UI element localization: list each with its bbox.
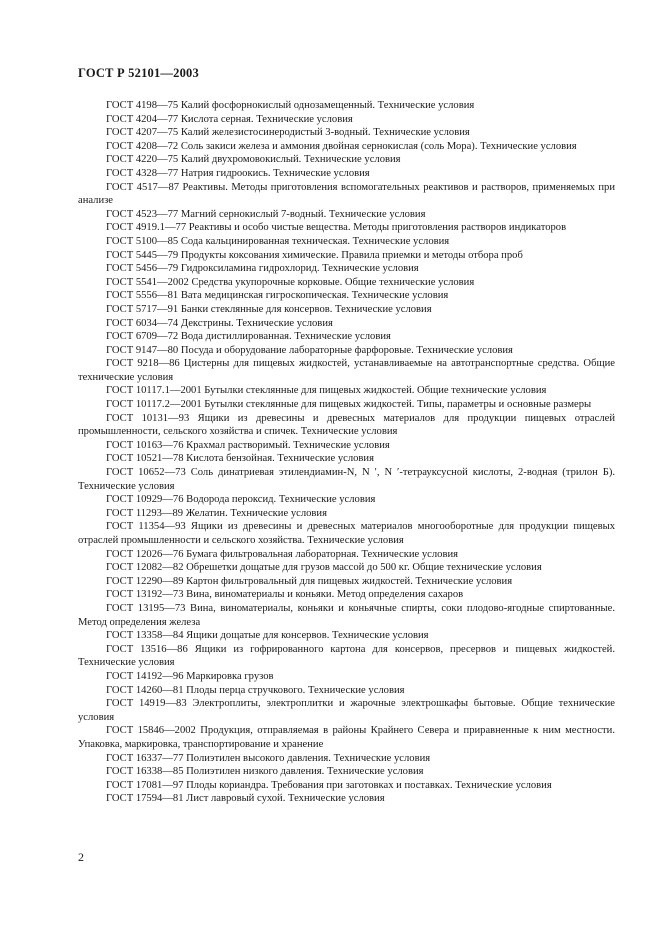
reference-entry: ГОСТ 5556—81 Вата медицинская гигроскопическая. Технические условия	[106, 290, 449, 302]
reference-entry: ГОСТ 6709—72 Вода дистиллированная. Технические условия	[106, 331, 391, 343]
reference-entry: ГОСТ 10117.1—2001 Бутылки стеклянные для пищевых жидкостей. Общие технические условия	[106, 385, 547, 397]
reference-entry: ГОСТ 4207—75 Калий железистосинеродистый 3-водный. Технические условия	[106, 127, 470, 139]
reference-entry: ГОСТ 4328—77 Натрия гидроокись. Технические условия	[106, 167, 370, 179]
reference-entry: ГОСТ 9218—86 Цистерны для пищевых жидкостей, устанавливаемые на автотранспортные средства. Общие технические условия	[78, 358, 615, 383]
reference-entry: ГОСТ 16337—77 Полиэтилен высокого давления. Технические условия	[106, 752, 431, 764]
page-number: 2	[78, 850, 84, 864]
reference-entry: ГОСТ 4220—75 Калий двухромовокислый. Технические условия	[106, 154, 401, 166]
reference-entry: ГОСТ 4919.1—77 Реактивы и особо чистые вещества. Методы приготовления растворов индикаторов	[106, 222, 567, 234]
reference-entry: ГОСТ 14192—96 Маркировка грузов	[106, 670, 274, 682]
reference-entry: ГОСТ 11354—93 Ящики из древесины и древесных материалов многооборотные для продукции пищевых отраслей промышленности и сельского хозяйства. Технические условия	[78, 521, 615, 546]
reference-entry: ГОСТ 10521—78 Кислота бензойная. Технические условия	[106, 453, 374, 465]
reference-entry: ГОСТ 12026—76 Бумага фильтровальная лабораторная. Технические условия	[106, 548, 458, 560]
reference-entry: ГОСТ 5445—79 Продукты коксования химические. Правила приемки и методы отбора проб	[106, 249, 523, 261]
reference-entry: ГОСТ 4198—75 Калий фосфорнокислый однозамещенный. Технические условия	[106, 100, 475, 111]
reference-entry: ГОСТ 4517—87 Реактивы. Методы приготовления вспомогательных реактивов и растворов, применяемых при анализе	[78, 181, 615, 207]
reference-entry: ГОСТ 13358—84 Ящики дощатые для консервов. Технические условия	[106, 630, 429, 642]
standards-reference-list	[78, 99, 615, 806]
reference-entry: ГОСТ 4204—77 Кислота серная. Технические условия	[106, 113, 353, 125]
reference-entry: ГОСТ 5456—79 Гидроксиламина гидрохлорид. Технические условия	[106, 263, 419, 275]
reference-entry: ГОСТ 17081—97 Плоды кориандра. Требования при заготовках и поставках. Технические условия	[106, 779, 552, 791]
reference-entry: ГОСТ 5541—2002 Средства укупорочные корковые. Общие технические условия	[106, 276, 475, 288]
reference-entry: ГОСТ 14260—81 Плоды перца стручкового. Технические условия	[106, 684, 405, 696]
reference-entry: ГОСТ 5100—85 Сода кальцинированная техническая. Технические условия	[106, 235, 450, 247]
reference-entry: ГОСТ 13195—73 Вина, виноматериалы, коньяки и коньячные спирты, соки плодово-ягодные спиртованные. Метод определения железа	[78, 602, 615, 628]
reference-entry: ГОСТ 10163—76 Крахмал растворимый. Технические условия	[106, 439, 390, 451]
reference-entry: ГОСТ 12290—89 Картон фильтровальный для пищевых жидкостей. Технические условия	[106, 575, 513, 587]
reference-entry: ГОСТ 5717—91 Банки стеклянные для консервов. Технические условия	[106, 303, 432, 315]
reference-entry: ГОСТ 11293—89 Желатин. Технические условия	[106, 507, 327, 519]
reference-entry: ГОСТ 17594—81 Лист лавровый сухой. Технические условия	[106, 793, 385, 805]
reference-entry: ГОСТ 4208—72 Соль закиси железа и аммония двойная сернокислая (соль Мора). Технические условия	[106, 140, 577, 152]
reference-entry: ГОСТ 9147—80 Посуда и оборудование лабораторные фарфоровые. Технические условия	[106, 344, 513, 356]
reference-entry: ГОСТ 10117.2—2001 Бутылки стеклянные для пищевых жидкостей. Типы, параметры и основные размеры	[106, 399, 592, 411]
reference-entry: ГОСТ 16338—85 Полиэтилен низкого давления. Технические условия	[106, 766, 424, 778]
reference-entry: ГОСТ 13192—73 Вина, виноматериалы и коньяки. Метод определения сахаров	[106, 589, 464, 601]
reference-entry: ГОСТ 15846—2002 Продукция, отправляемая в районы Крайнего Севера и приравненные к ним местности. Упаковка, маркировка, транспортирование и хранение	[78, 725, 615, 750]
reference-entry: ГОСТ 10131—93 Ящики из древесины и древесных материалов для продукции пищевых отраслей промышленности, сельского хозяйства и спичек. Технические условия	[78, 412, 615, 438]
document-header-title: ГОСТ Р 52101—2003	[78, 66, 199, 80]
reference-entry: ГОСТ 10652—73 Соль динатриевая этилендиамин-N, N ′, N ′-тетрауксусной кислоты, 2-водная (трилон Б). Технические условия	[78, 467, 615, 492]
reference-entry: ГОСТ 6034—74 Декстрины. Технические условия	[106, 317, 333, 329]
reference-entry: ГОСТ 14919—83 Электроплиты, электроплитки и жарочные электрошкафы бытовые. Общие технические условия	[78, 698, 615, 723]
reference-entry: ГОСТ 4523—77 Магний сернокислый 7-водный. Технические условия	[106, 208, 426, 220]
reference-entry: ГОСТ 12082—82 Обрешетки дощатые для грузов массой до 500 кг. Общие технические условия	[106, 562, 542, 574]
reference-entry: ГОСТ 10929—76 Водорода пероксид. Технические условия	[106, 494, 376, 506]
reference-entry: ГОСТ 13516—86 Ящики из гофрированного картона для консервов, пресервов и пищевых жидкостей. Технические условия	[78, 643, 615, 669]
